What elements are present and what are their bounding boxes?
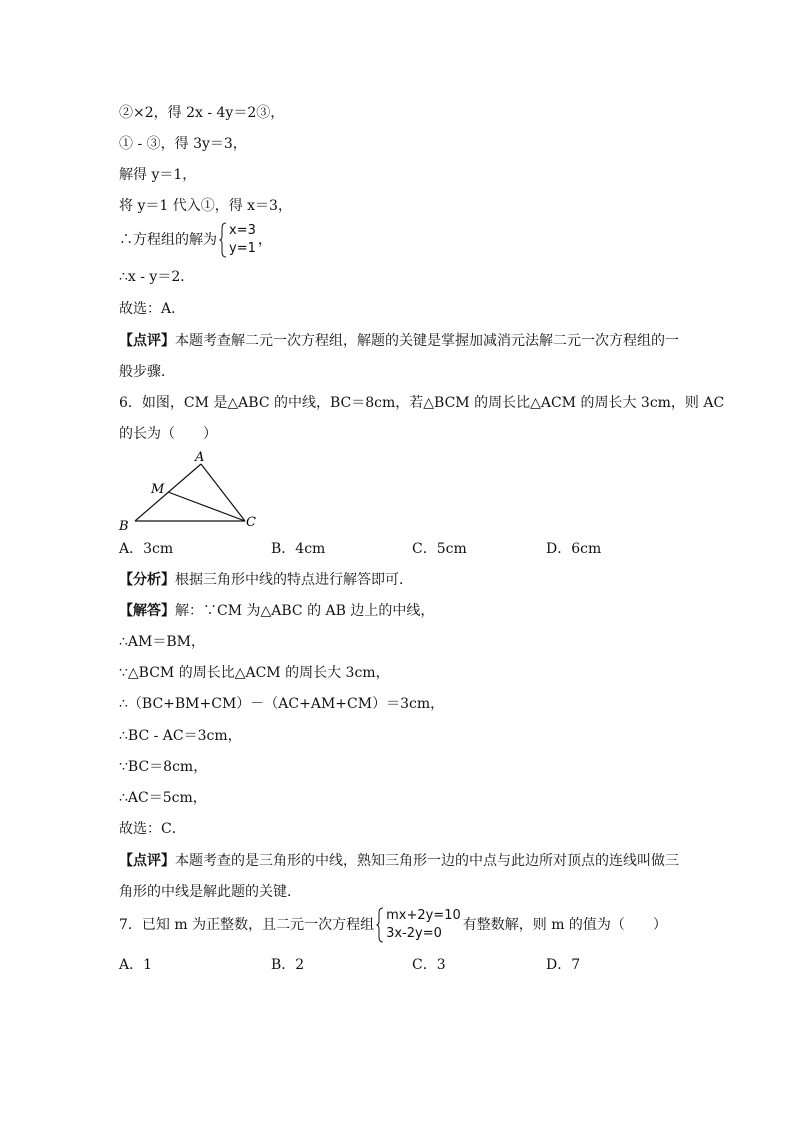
q6-step-4: ∴BC - AC＝3cm， — [119, 728, 242, 744]
solution-system-line — [119, 222, 272, 258]
label-a: A — [195, 450, 205, 465]
q6-step-2: ∵△BCM 的周长比△ACM 的周长大 3cm， — [119, 665, 390, 681]
line-4: 将 y＝1 代入①，得 x＝3， — [119, 198, 292, 214]
q6-option-d[interactable]: D．6cm — [546, 541, 602, 557]
solution-prefix: ∴方程组的解为 — [119, 232, 217, 248]
q7-equation-row-2: 3x-2y=0 — [386, 926, 442, 941]
q6-comment-line-1 — [119, 851, 679, 871]
q6-option-c[interactable]: C．5cm — [412, 541, 467, 557]
q7-prefix: 7．已知 m 为正整数，且二元一次方程组 — [119, 917, 375, 933]
line-2: ① - ③，得 3y＝3， — [119, 136, 247, 152]
comment-text: 本题考查解二元一次方程组，解题的关键是掌握加减消元法解二元一次方程组的一 — [175, 333, 679, 349]
equation-row-2: y=1 — [229, 241, 256, 256]
brace-icon — [219, 222, 227, 258]
q6-step-3: ∴（BC+BM+CM）－（AC+AM+CM）＝3cm， — [119, 696, 445, 712]
label-m: M — [151, 482, 165, 497]
q6-line-1: 6．如图，CM 是△ABC 的中线，BC＝8cm，若△BCM 的周长比△ACM 的周长大 3cm，则 AC — [119, 395, 725, 411]
triangle-figure — [115, 448, 265, 534]
comment-text: 本题考查的是三角形的中线，熟知三角形一边的中点与此边所对顶点的连线叫做三 — [175, 853, 679, 869]
label-c: C — [246, 515, 256, 530]
answer-tag: 【解答】 — [119, 603, 175, 619]
q6-option-b[interactable]: B．4cm — [271, 541, 326, 557]
line-3: 解得 y＝1， — [119, 167, 197, 183]
solution-suffix: ， — [257, 232, 272, 248]
q6-comment-line-2: 角形的中线是解此题的关键． — [119, 884, 301, 900]
q7-option-c[interactable]: C．3 — [412, 957, 446, 973]
line-1: ②×2，得 2x - 4y＝2③， — [119, 105, 285, 121]
q6-step-5: ∵BC＝8cm， — [119, 759, 208, 775]
comment-5-line-2: 般步骤． — [119, 364, 175, 380]
comment-5-line-1 — [119, 331, 679, 351]
equation-system — [219, 222, 256, 258]
analysis-text: 根据三角形中线的特点进行解答即可． — [175, 572, 413, 588]
label-b: B — [119, 519, 129, 534]
brace-icon — [376, 907, 384, 943]
q6-option-a[interactable]: A．3cm — [119, 541, 174, 557]
q7-suffix: 有整数解，则 m 的值为（ ） — [462, 917, 667, 933]
q7-equation-system — [376, 907, 461, 943]
q7-line — [119, 907, 667, 943]
q7-option-d[interactable]: D．7 — [546, 957, 581, 973]
q7-equation-row-1: mx+2y=10 — [386, 908, 461, 923]
q6-line-2: 的长为（ ） — [119, 426, 217, 442]
line-result: ∴x - y＝2． — [119, 269, 195, 285]
answer-text: 解：∵CM 为△ABC 的 AB 边上的中线， — [175, 603, 435, 619]
q6-step-1: ∴AM＝BM， — [119, 634, 205, 650]
q7-option-a[interactable]: A．1 — [119, 957, 153, 973]
q6-step-6: ∴AC＝5cm， — [119, 790, 207, 806]
q6-answer — [119, 601, 434, 621]
comment-tag: 【点评】 — [119, 333, 175, 349]
comment-tag: 【点评】 — [119, 853, 175, 869]
line-choice-5: 故选：A． — [119, 301, 186, 317]
q6-step-7: 故选：C． — [119, 821, 186, 837]
q6-analysis — [119, 570, 413, 590]
q7-option-b[interactable]: B．2 — [271, 957, 305, 973]
equation-row-1: x=3 — [229, 223, 256, 238]
analysis-tag: 【分析】 — [119, 572, 175, 588]
